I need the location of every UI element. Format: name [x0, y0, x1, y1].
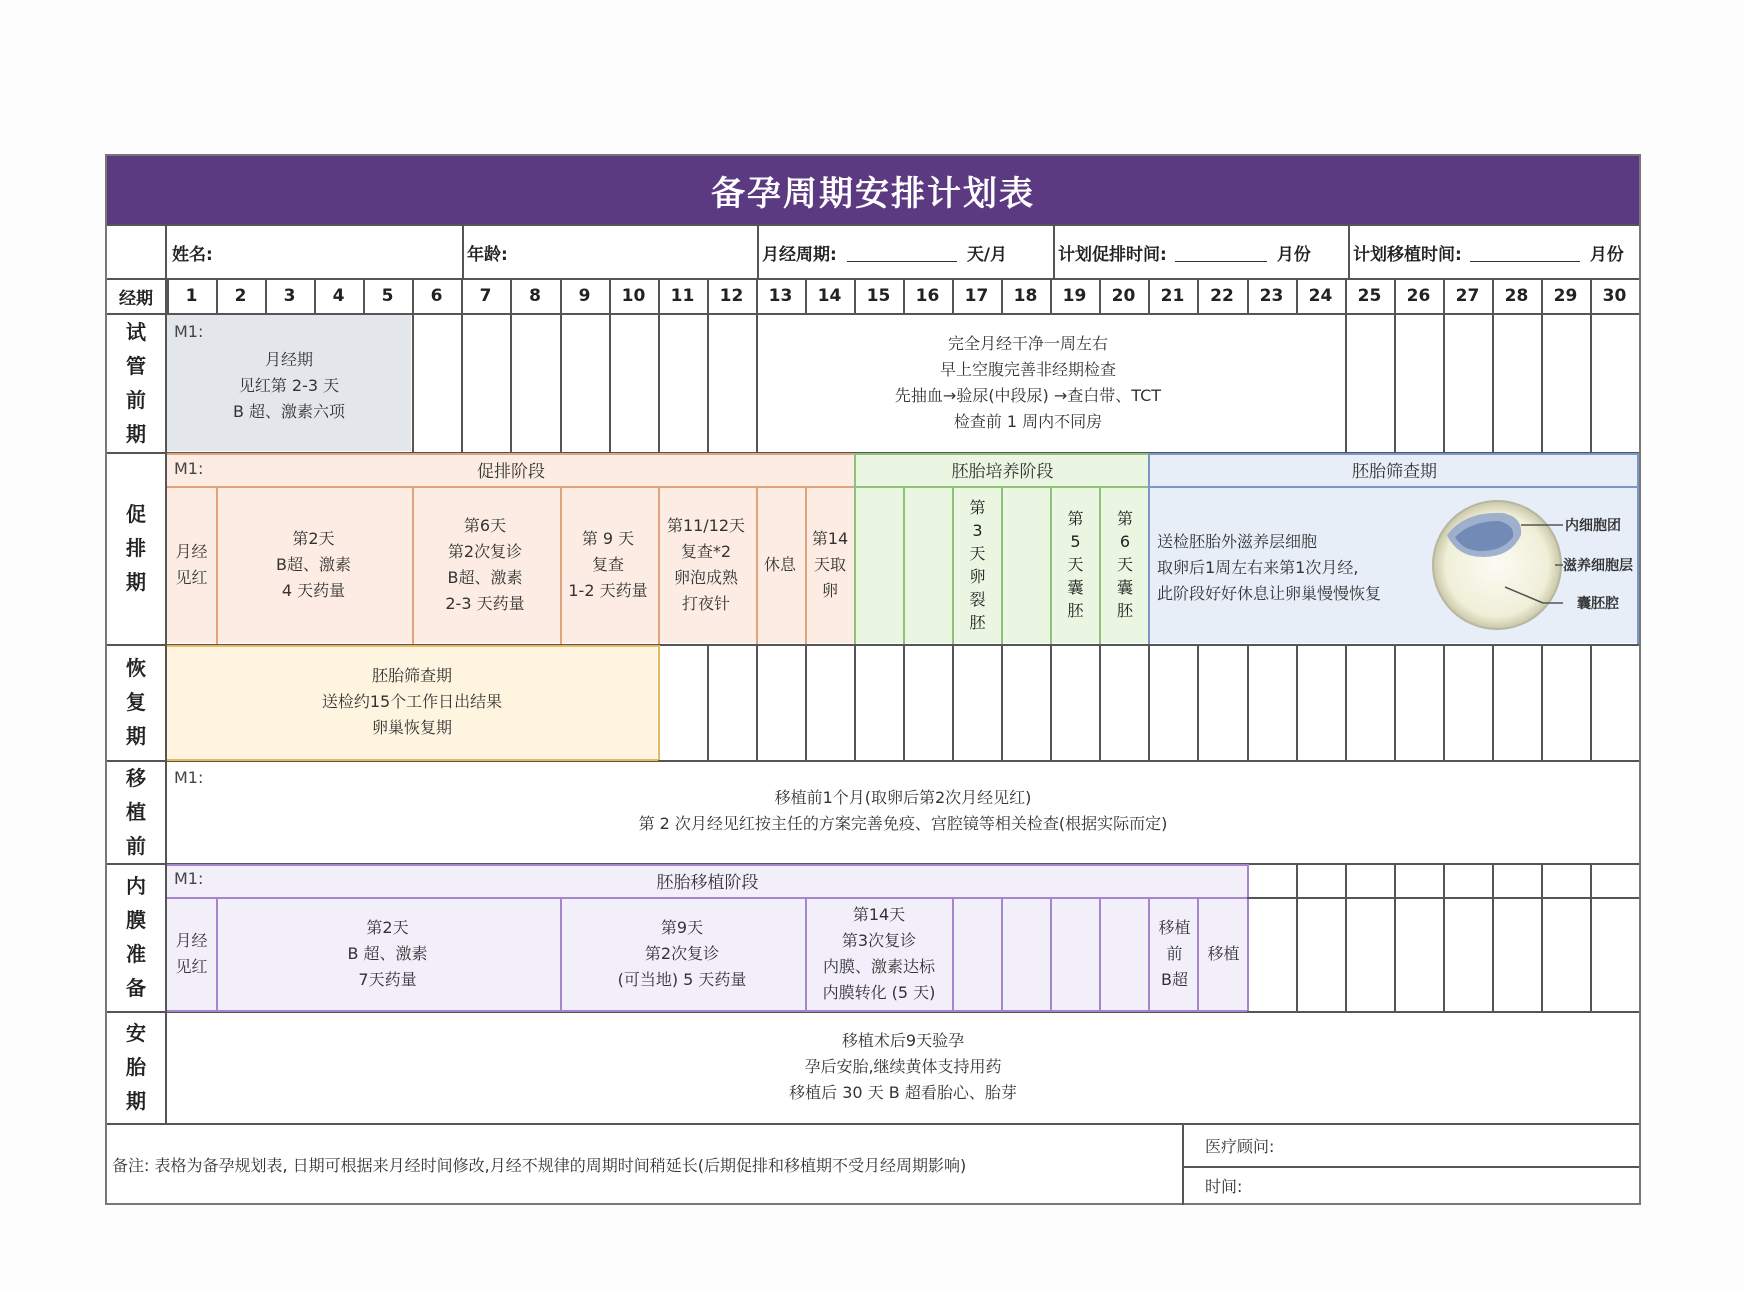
grid-hline: [1148, 486, 1639, 488]
endo-period-cell: [167, 897, 216, 1010]
safe-line: 孕后安胎,继续黄体支持用药: [804, 1057, 1002, 1076]
pre-check-line: 完全月经干净一周左右: [947, 334, 1108, 353]
recover-line: 卵巢恢复期: [371, 718, 452, 737]
grid-vline: [707, 645, 709, 760]
day-number: 5: [381, 286, 394, 306]
transfer-time-unit: 月份: [1589, 244, 1624, 265]
cell-line: 1-2 天药量: [568, 580, 648, 600]
cell-char: 第: [1116, 509, 1133, 528]
day-number: 12: [719, 286, 744, 306]
grid-vline: [1492, 864, 1494, 1011]
stim-time-unit: 月份: [1276, 244, 1311, 265]
day-number: 30: [1602, 286, 1627, 306]
grid-vline: [1296, 645, 1298, 760]
culture-day6-cell: [1100, 486, 1150, 643]
cell-line: (可当地) 5 天药量: [617, 969, 747, 989]
cycle-field[interactable]: [762, 226, 1007, 278]
grid-vline: [952, 645, 954, 760]
day-number: 11: [670, 286, 695, 306]
screen-text: [1157, 529, 1447, 607]
pre-period-line: B 超、激素六项: [232, 402, 346, 421]
day-number: 27: [1455, 286, 1480, 306]
grid-vline: [363, 278, 365, 313]
grid-vline: [216, 486, 218, 644]
pretransfer-m1-label: M1:: [174, 768, 204, 787]
grid-vline: [1148, 278, 1150, 313]
cell-char: 第: [1067, 509, 1084, 528]
cell-line: B超: [1161, 969, 1188, 989]
grid-vline: [1050, 897, 1052, 1011]
cell-char: 囊: [1067, 578, 1084, 597]
safe-line: 移植术后9天验孕: [841, 1031, 965, 1050]
grid-vline: [1099, 897, 1101, 1011]
grid-hline: [854, 453, 1148, 455]
row-label-char: 膜: [126, 908, 146, 932]
day-number: 20: [1111, 286, 1136, 306]
day-number: 7: [479, 286, 492, 306]
grid-vline: [1541, 313, 1543, 452]
grid-vline: [461, 278, 463, 313]
recover-line: 胚胎筛查期: [371, 666, 452, 685]
cell-line: 月经: [175, 541, 208, 561]
endo-day9-cell: [559, 897, 805, 1010]
grid-vline: [1590, 645, 1592, 760]
day-number: 4: [332, 286, 345, 306]
grid-hline: [167, 453, 854, 455]
grid-hline: [167, 864, 1247, 866]
cycle-input-line[interactable]: [847, 243, 957, 262]
grid-vline: [1345, 278, 1347, 313]
row-label-char: 期: [126, 724, 146, 748]
transfer-time-input-line[interactable]: [1470, 243, 1580, 262]
grid-vline: [1541, 278, 1543, 313]
plan-sheet: [105, 154, 1641, 1205]
day-number: 3: [283, 286, 296, 306]
screen-stage-label: 胚胎筛查期: [1352, 462, 1437, 482]
grid-vline: [412, 486, 414, 644]
cell-char: 卵: [969, 566, 986, 586]
cell-line: 见红: [175, 956, 208, 976]
grid-vline: [216, 278, 218, 313]
grid-vline: [756, 486, 758, 644]
day-number: 19: [1062, 286, 1087, 306]
grid-hline: [107, 278, 1639, 280]
grid-vline: [1492, 645, 1494, 760]
row-label-char: 管: [126, 353, 146, 378]
grid-vline: [757, 224, 759, 278]
grid-vline: [1197, 645, 1199, 760]
cell-char: 胚: [1116, 601, 1133, 620]
cell-line: B 超、激素: [347, 943, 428, 963]
cell-line: 4 天药量: [281, 580, 346, 600]
grid-vline: [1541, 645, 1543, 760]
cell-line: 第11/12天: [666, 515, 746, 535]
grid-vline: [1053, 224, 1055, 278]
grid-hline: [107, 224, 1639, 226]
cell-line: 7天药量: [358, 969, 417, 989]
grid-vline: [1182, 1123, 1184, 1205]
row-label-char: 复: [126, 690, 146, 714]
day-number: 21: [1160, 286, 1185, 306]
grid-vline: [1345, 864, 1347, 1011]
grid-vline: [756, 278, 758, 313]
grid-vline: [1394, 645, 1396, 760]
endo-day2-cell: [216, 897, 559, 1010]
stim-stage-label: 促排阶段: [477, 462, 545, 482]
pre-period-line: 见红第 2-3 天: [238, 376, 340, 395]
cell-line: 打夜针: [681, 593, 730, 613]
stim-time-input-line[interactable]: [1175, 243, 1267, 262]
pre-check-line: 检查前 1 周内不同房: [953, 412, 1103, 431]
day-number: 18: [1013, 286, 1038, 306]
grid-vline: [265, 278, 267, 313]
grid-hline: [167, 759, 658, 761]
grid-vline: [1443, 313, 1445, 452]
pretransfer-line: 第 2 次月经见红按主任的方案完善免疫、宫腔镜等相关检查(根据实际而定): [638, 814, 1168, 833]
pre-period-line: 月经期: [264, 350, 313, 369]
day-number: 25: [1357, 286, 1382, 306]
grid-hline: [107, 313, 1639, 315]
grid-hline: [167, 486, 854, 488]
grid-vline: [1345, 313, 1347, 452]
grid-vline: [952, 278, 954, 313]
grid-vline: [560, 278, 562, 313]
age-label: 年龄:: [467, 244, 508, 265]
culture-stage-label: 胚胎培养阶段: [951, 462, 1054, 482]
day-number: 9: [578, 286, 591, 306]
grid-vline: [1001, 278, 1003, 313]
cell-char: 天: [969, 543, 986, 563]
day-number: 22: [1210, 286, 1234, 306]
endo-transfer-cell: 移植: [1207, 943, 1240, 963]
grid-vline: [658, 645, 660, 760]
pre-period-text: [167, 331, 411, 441]
recover-line: 送检约15个工作日出结果: [321, 692, 503, 711]
grid-vline: [1541, 864, 1543, 1011]
cell-line: 移植: [1158, 917, 1191, 937]
grid-vline: [1443, 645, 1445, 760]
advisor-field[interactable]: 医疗顾问:: [1205, 1136, 1275, 1156]
grid-vline: [1590, 864, 1592, 1011]
pretransfer-text: [167, 776, 1639, 846]
cell-line: 前: [1166, 943, 1183, 963]
cell-char: 天: [1067, 555, 1084, 574]
row-label-char: 移: [126, 765, 146, 790]
embryo-label-trophoblast: 滋养细胞层: [1563, 558, 1633, 574]
grid-vline: [462, 224, 464, 278]
stim-day9-cell: [559, 486, 657, 643]
cell-line: B超、激素: [276, 554, 351, 574]
cell-line: 卵泡成熟: [673, 567, 738, 587]
row-label-endo: [107, 864, 165, 1010]
grid-vline: [1348, 224, 1350, 278]
blastocyst-diagram-icon: [1425, 491, 1635, 639]
age-field[interactable]: [467, 226, 508, 278]
pre-check-text: [758, 328, 1298, 438]
grid-vline: [903, 645, 905, 760]
cell-line: 月经: [175, 930, 208, 950]
grid-vline: [167, 278, 169, 313]
stim-day2-cell: [216, 486, 411, 643]
grid-vline: [1394, 278, 1396, 313]
row-label-stim: [107, 453, 165, 643]
grid-vline: [560, 897, 562, 1011]
endo-m1-label: M1:: [174, 869, 204, 888]
grid-vline: [1099, 486, 1101, 644]
grid-vline: [1247, 278, 1249, 313]
endo-day14-cell: [805, 897, 953, 1010]
grid-hline: [1247, 897, 1639, 899]
grid-vline: [560, 486, 562, 644]
row-label-char: 准: [126, 942, 146, 966]
cell-line: 第2天: [366, 917, 409, 937]
cell-char: 5: [1070, 532, 1081, 551]
safe-line: 移植后 30 天 B 超看胎心、胎芽: [789, 1083, 1017, 1102]
row-label-char: 植: [126, 799, 146, 824]
row-label-char: 期: [126, 1089, 146, 1113]
day-number: 16: [915, 286, 940, 306]
grid-vline: [952, 897, 954, 1011]
grid-vline: [658, 486, 660, 644]
grid-hline: [167, 897, 1247, 899]
cell-line: 内膜、激素达标: [822, 956, 935, 976]
grid-vline: [1001, 897, 1003, 1011]
cycle-label: 月经周期:: [762, 244, 837, 265]
cell-line: 天取: [813, 554, 846, 574]
day-number: 23: [1259, 286, 1284, 306]
row-label-char: 安: [126, 1021, 146, 1045]
screen-line: 取卵后1周左右来第1次月经,: [1157, 558, 1359, 577]
grid-vline: [1394, 864, 1396, 1011]
cell-line: 第2次复诊: [644, 943, 720, 963]
cell-char: 第: [969, 497, 986, 517]
day-number: 14: [817, 286, 842, 306]
cell-line: 第6天: [463, 515, 507, 535]
grid-vline: [1148, 645, 1150, 760]
culture-day5-cell: [1051, 486, 1100, 643]
grid-vline: [165, 224, 167, 1123]
grid-vline: [1296, 864, 1298, 1011]
grid-vline: [1247, 645, 1249, 760]
day-number: 13: [768, 286, 793, 306]
day-number: 26: [1406, 286, 1431, 306]
name-label: 姓名:: [172, 244, 213, 265]
grid-vline: [854, 645, 856, 760]
row-label-char: 排: [126, 536, 146, 560]
grid-hline: [167, 1010, 1247, 1012]
safe-text: [167, 1012, 1639, 1122]
cell-line: 复查*2: [680, 541, 732, 561]
recover-text: [167, 645, 657, 759]
endo-pre-b-cell: [1150, 897, 1199, 1010]
day-number: 10: [621, 286, 646, 306]
cell-line: 第14天: [852, 904, 906, 924]
cell-char: 6: [1119, 532, 1131, 551]
cell-char: 3: [972, 520, 983, 540]
grid-vline: [510, 278, 512, 313]
screen-line: 此阶段好好休息让卵巢慢慢恢复: [1157, 584, 1382, 603]
grid-vline: [1148, 897, 1150, 1011]
grid-vline: [1637, 453, 1639, 644]
transfer-time-field[interactable]: [1353, 226, 1624, 278]
row-label-char: 恢: [126, 656, 146, 680]
grid-hline: [1182, 1166, 1639, 1168]
cell-line: 第14: [811, 528, 849, 548]
cycle-unit: 天/月: [966, 244, 1008, 265]
grid-vline: [1001, 645, 1003, 760]
stim-m1-label: M1:: [174, 459, 204, 478]
cell-char: 天: [1116, 555, 1133, 574]
row-label-char: 内: [126, 874, 146, 898]
grid-vline: [510, 313, 512, 452]
cell-line: 第3次复诊: [841, 930, 917, 950]
grid-vline: [1099, 278, 1101, 313]
pretransfer-line: 移植前1个月(取卵后第2次月经见红): [774, 788, 1032, 807]
pre-m1-label: M1:: [174, 322, 204, 341]
grid-vline: [412, 278, 414, 313]
grid-vline: [216, 897, 218, 1011]
grid-vline: [658, 313, 660, 452]
grid-vline: [461, 313, 463, 452]
grid-vline: [1345, 645, 1347, 760]
grid-vline: [1443, 864, 1445, 1011]
grid-vline: [952, 486, 954, 644]
grid-vline: [1394, 313, 1396, 452]
day-number: 1: [185, 286, 198, 306]
cell-char: 裂: [969, 589, 986, 609]
row-label-safe: [107, 1012, 165, 1122]
cell-line: 复查: [591, 554, 624, 574]
cell-line: 见红: [175, 567, 208, 587]
cell-char: 囊: [1116, 578, 1133, 597]
stim-day11-cell: [657, 486, 755, 643]
grid-vline: [756, 313, 758, 452]
footer-note: 备注: 表格为备孕规划表, 日期可根据来月经时间修改,月经不规律的周期时间稍延长(后期促排和移植期不受月经周期影响): [112, 1155, 967, 1175]
grid-vline: [560, 313, 562, 452]
day-number: 6: [430, 286, 443, 306]
grid-vline: [1590, 313, 1592, 452]
grid-hline: [167, 645, 658, 647]
transfer-time-label: 计划移植时间:: [1353, 244, 1462, 265]
grid-vline: [1050, 278, 1052, 313]
grid-vline: [1001, 486, 1003, 644]
grid-vline: [1492, 278, 1494, 313]
grid-vline: [609, 278, 611, 313]
grid-vline: [805, 278, 807, 313]
grid-vline: [412, 313, 414, 452]
cell-line: B超、激素: [447, 567, 523, 587]
grid-vline: [1296, 278, 1298, 313]
day-number: 28: [1504, 286, 1529, 306]
day-number: 29: [1553, 286, 1578, 306]
day-number: 24: [1308, 286, 1333, 306]
row-label-char: 促: [126, 502, 146, 526]
time-field[interactable]: 时间:: [1205, 1177, 1243, 1196]
grid-vline: [805, 486, 807, 644]
row-label-char: 前: [126, 833, 146, 858]
day-number: 2: [234, 286, 247, 306]
grid-vline: [756, 645, 758, 760]
row-label-pre: [107, 314, 165, 451]
stim-period-cell: [167, 486, 216, 643]
name-field[interactable]: [172, 226, 213, 278]
grid-vline: [903, 486, 905, 644]
embryo-label-cavity: 囊胚腔: [1577, 596, 1619, 612]
pre-check-line: 早上空腹完善非经期检查: [939, 360, 1116, 379]
grid-vline: [854, 278, 856, 313]
day-number: 17: [964, 286, 989, 306]
screen-line: 送检胚胎外滋养层细胞: [1157, 532, 1318, 551]
row-label-char: 前: [126, 387, 146, 412]
grid-vline: [707, 313, 709, 452]
stim-day6-cell: [411, 486, 559, 643]
grid-vline: [1050, 486, 1052, 644]
grid-hline: [1148, 453, 1639, 455]
grid-vline: [1492, 313, 1494, 452]
day-number: 15: [866, 286, 891, 306]
cell-line: 第2天: [292, 528, 335, 548]
grid-hline: [107, 1123, 1639, 1125]
row-label-pretransfer: [107, 761, 165, 862]
stim-time-field[interactable]: [1058, 226, 1311, 278]
grid-vline: [1443, 278, 1445, 313]
grid-vline: [707, 278, 709, 313]
grid-vline: [1197, 897, 1199, 1011]
stim-time-label: 计划促排时间:: [1058, 244, 1167, 265]
day-number: 8: [529, 286, 541, 306]
grid-vline: [1099, 645, 1101, 760]
grid-vline: [903, 278, 905, 313]
grid-vline: [805, 645, 807, 760]
endo-stage-label: 胚胎移植阶段: [656, 873, 759, 893]
stim-rest-cell: 休息: [763, 554, 796, 574]
page-title: 备孕周期安排计划表: [107, 156, 1639, 224]
grid-vline: [658, 278, 660, 313]
grid-vline: [854, 453, 856, 644]
cell-line: 2-3 天药量: [445, 593, 525, 613]
grid-vline: [805, 897, 807, 1011]
grid-vline: [1197, 278, 1199, 313]
embryo-label-icm: 内细胞团: [1565, 518, 1621, 534]
grid-vline: [314, 278, 316, 313]
grid-vline: [1050, 645, 1052, 760]
days-header-label: 经期: [119, 288, 153, 309]
grid-vline: [1590, 278, 1592, 313]
cell-line: 第2次复诊: [447, 541, 523, 561]
row-label-char: 期: [126, 421, 146, 446]
culture-day3-cell: [953, 486, 1002, 643]
grid-vline: [609, 313, 611, 452]
cell-char: 胚: [1067, 601, 1084, 620]
cell-line: 卵: [821, 580, 838, 600]
row-label-char: 期: [126, 570, 146, 594]
row-label-char: 备: [126, 976, 146, 1000]
cell-line: 第9天: [660, 917, 704, 937]
grid-vline: [1247, 864, 1249, 1011]
cell-line: 第 9 天: [581, 528, 635, 548]
pre-check-line: 先抽血→验尿(中段尿) →查白带、TCT: [894, 386, 1162, 405]
row-label-char: 胎: [126, 1055, 146, 1079]
cell-line: 内膜转化 (5 天): [822, 982, 936, 1002]
row-label-recover: [107, 645, 165, 759]
stim-day14-cell: [805, 486, 855, 643]
grid-vline: [1148, 453, 1150, 644]
row-label-char: 试: [126, 319, 146, 344]
cell-char: 胚: [969, 612, 986, 632]
